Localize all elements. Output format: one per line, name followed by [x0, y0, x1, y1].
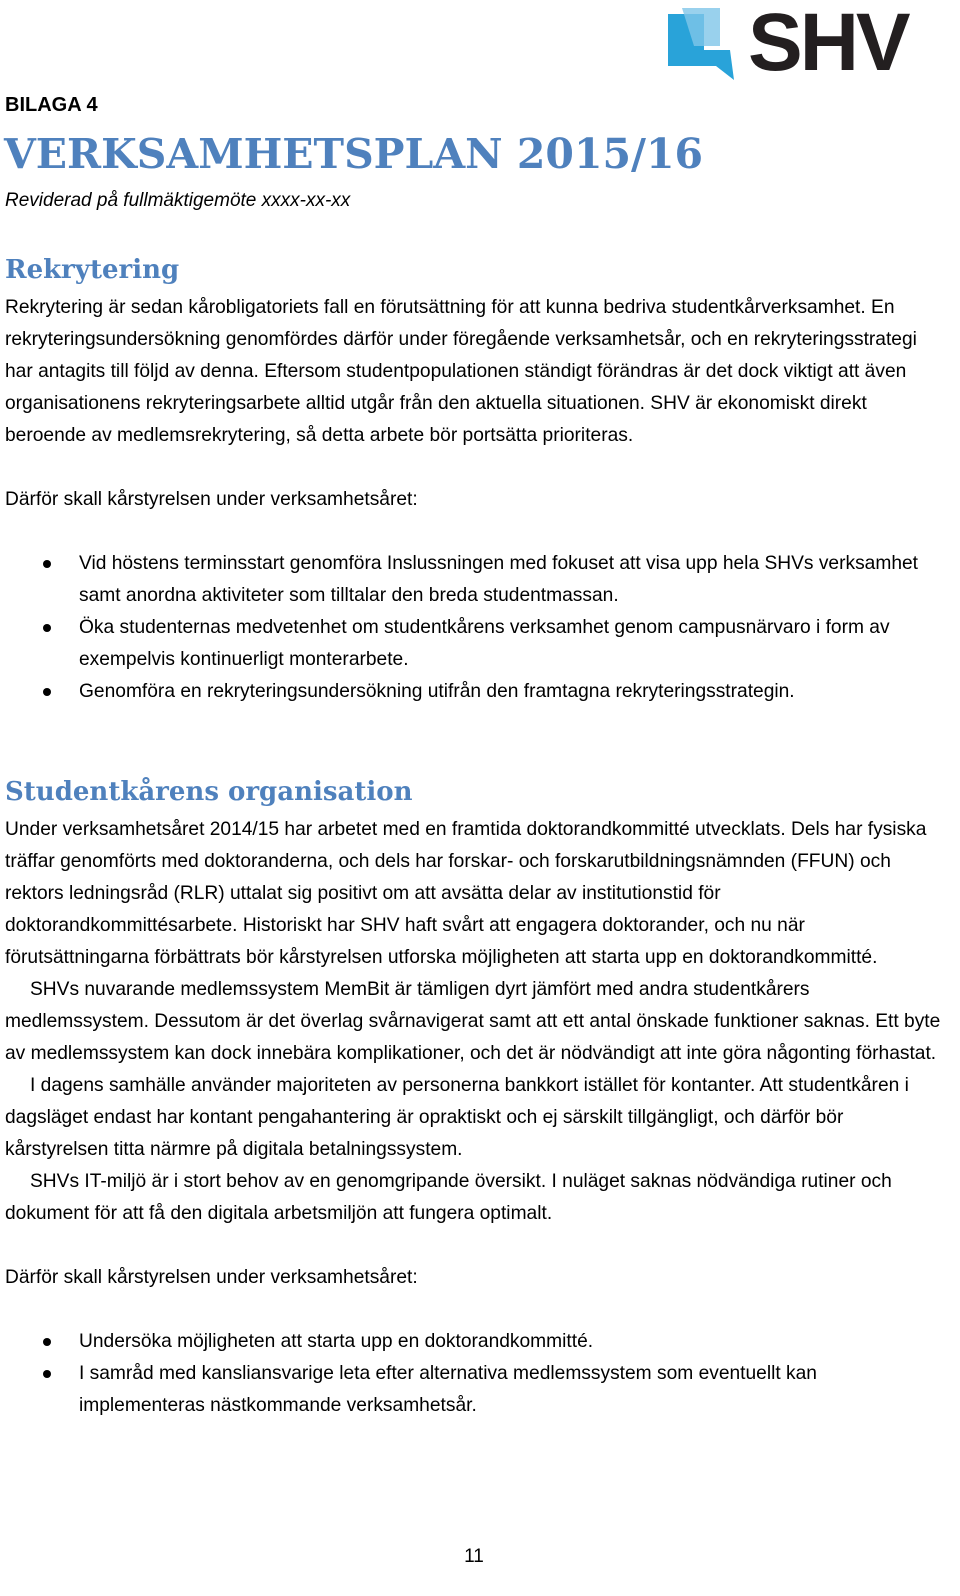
section-paragraph: Rekrytering är sedan kårobligatoriets fall en förutsättning för att kunna bedriva studentkårverksamhet. En rekryteringsundersökning genomfördes därför under föregående verksamhetsår, och en rekryteringsstrategi har antagits till följd av denna. Eftersom studentpopulationen ständigt förändras är det dock viktigt att även organisationens rekryteringsarbete alltid utgår från den aktuella situationen. SHV är ekonomiskt direkt beroende av medlemsrekrytering, så detta arbete bör portsätta prioriteras. — [5, 297, 917, 446]
document-title: VERKSAMHETSPLAN 2015/16 — [4, 130, 704, 178]
section-paragraph: SHVs nuvarande medlemssystem MemBit är tämligen dyrt jämfört med andra studentkårers medlemssystem. Dessutom är det överlag svårnavigerat samt att ett antal önskade funktioner saknas. Ett byte av medlemssystem kan dock innebära komplikationer, och det är nödvändigt att inte göra någonting förhastat. — [5, 979, 941, 1064]
list-item: I samråd med kansliansvarige leta efter alternativa medlemssystem som eventuellt kan implementeras nästkommande verksamhetsår. — [5, 1358, 945, 1422]
bullet-icon — [43, 688, 51, 696]
section-heading: Rekrytering — [5, 255, 180, 285]
list-lead: Därför skall kårstyrelsen under verksamhetsåret: — [5, 489, 418, 510]
bullet-icon — [43, 1338, 51, 1346]
bullet-icon — [43, 1370, 51, 1378]
shv-logo-text: SHV — [748, 0, 908, 88]
list-item: Öka studenternas medvetenhet om studentkårens verksamhet genom campusnärvaro i form av exempelvis kontinuerligt monterarbete. — [5, 612, 945, 676]
appendix-label: BILAGA 4 — [5, 94, 98, 116]
section-organisation — [5, 774, 945, 1422]
section-rekrytering — [5, 252, 945, 708]
list-lead: Därför skall kårstyrelsen under verksamhetsåret: — [5, 1267, 418, 1288]
list-item: Genomföra en rekryteringsundersökning utifrån den framtagna rekryteringsstrategin. — [5, 676, 945, 708]
section-heading: Studentkårens organisation — [5, 777, 413, 807]
bullet-list — [5, 1326, 945, 1422]
page-number: 11 — [464, 1546, 484, 1567]
shv-logo-mark — [664, 6, 746, 86]
section-paragraph: I dagens samhälle använder majoriteten av personerna bankkort istället för kontanter. Att studentkåren i dagsläget endast har kontant pengahantering är opraktiskt och ej särskilt tillgängligt, och därför bör kårstyrelsen titta närmre på digitala betalningssystem. — [5, 1075, 909, 1160]
document-subtitle: Reviderad på fullmäktigemöte xxxx-xx-xx — [5, 190, 351, 211]
bullet-list — [5, 548, 945, 708]
list-item: Vid höstens terminsstart genomföra Inslussningen med fokuset att visa upp hela SHVs verksamhet samt anordna aktiviteter som tilltalar den breda studentmassan. — [5, 548, 945, 612]
bullet-icon — [43, 560, 51, 568]
section-paragraph: Under verksamhetsåret 2014/15 har arbetet med en framtida doktorandkommitté utvecklats. Dels har fysiska träffar genomförts med doktoranderna, och dels har forskar- och forskarutbildningsnämnden (FFUN) och rektors ledningsråd (RLR) uttalat sig positivt om att avsätta delar av institutionstid för doktorandkommittésarbete. Historiskt har SHV haft svårt att engagera doktorander, och nu när förutsättningarna förbättrats bör kårstyrelsen utforska möjligheten att starta upp en doktorandkommitté. — [5, 819, 927, 968]
bullet-icon — [43, 624, 51, 632]
section-paragraph: SHVs IT-miljö är i stort behov av en genomgripande översikt. I nuläget saknas nödvändiga rutiner och dokument för att få den digitala arbetsmiljön att fungera optimalt. — [5, 1171, 892, 1224]
list-item: Undersöka möjligheten att starta upp en doktorandkommitté. — [5, 1326, 945, 1358]
